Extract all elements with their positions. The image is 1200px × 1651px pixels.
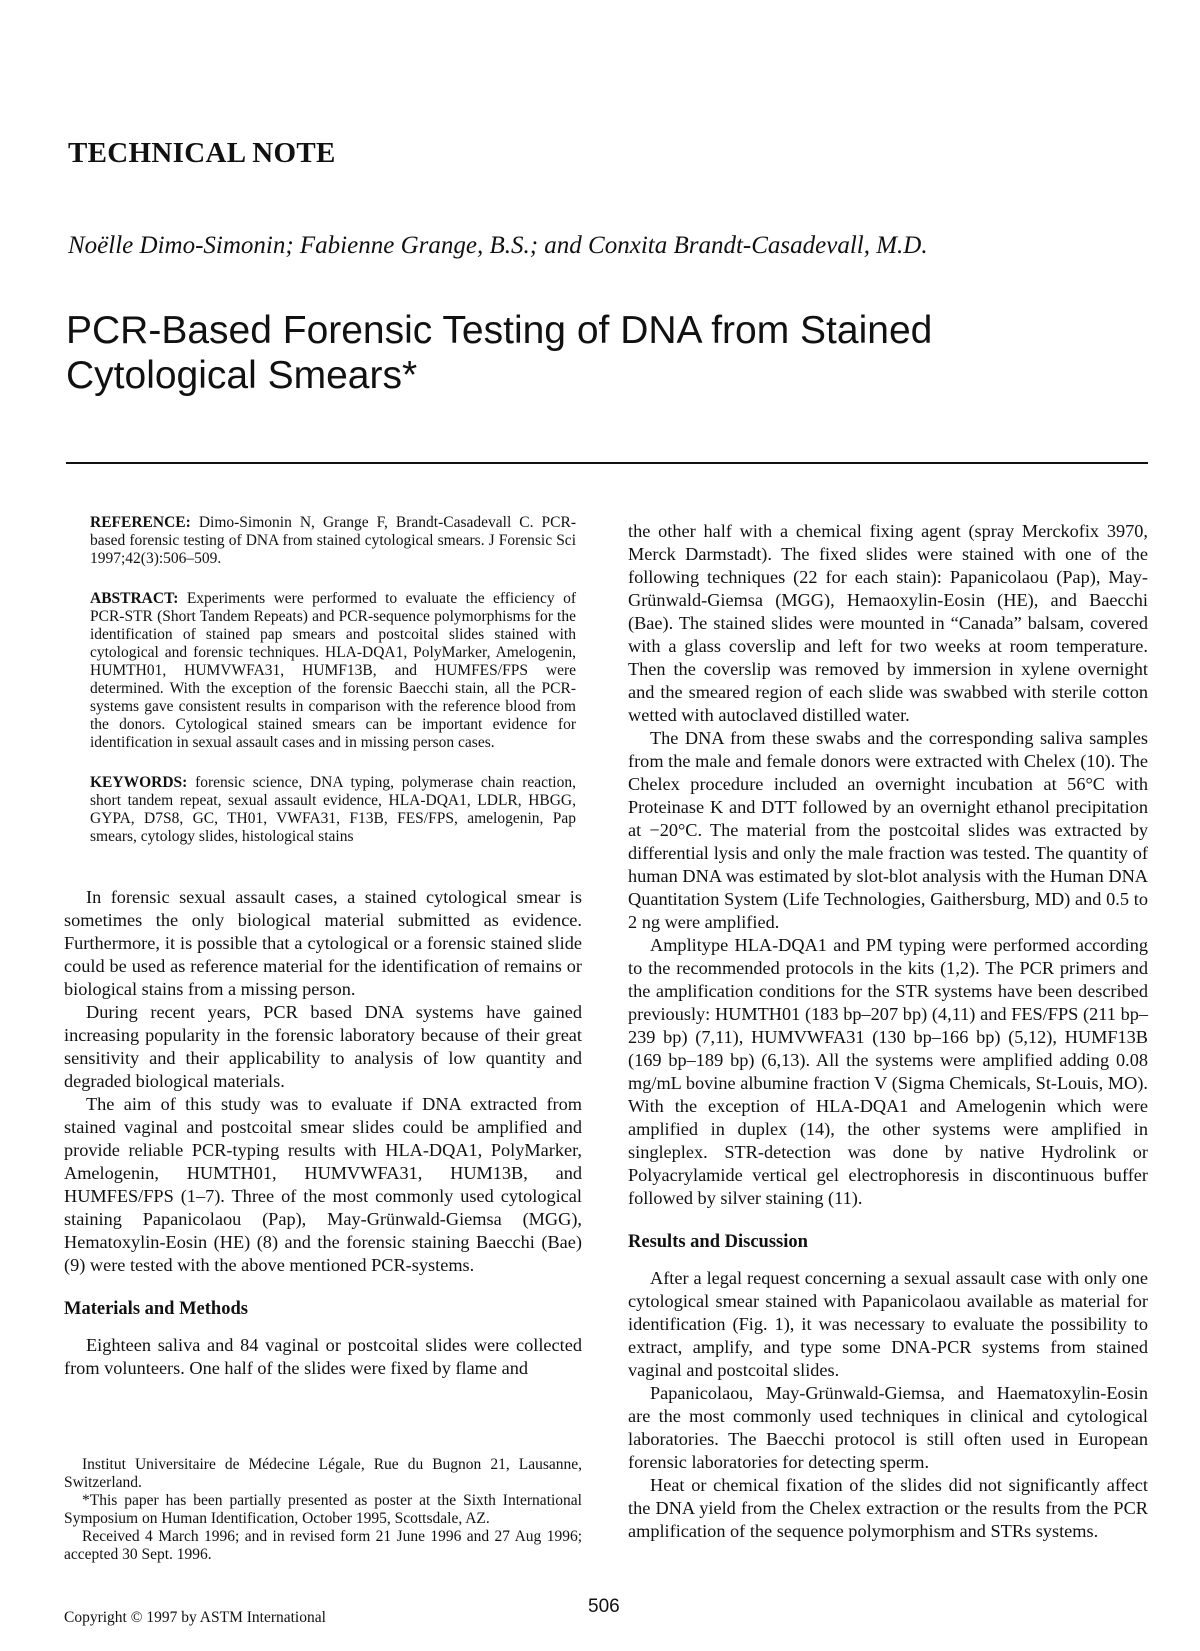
title-line-2: Cytological Smears*	[66, 354, 418, 397]
reference-text: Dimo-Simonin N, Grange F, Brandt-Casadevall C. PCR-based forensic testing of DNA from stained cytological smears. J Forensic Sci 1997;42(3):506–509.	[90, 514, 577, 567]
footnotes	[64, 1456, 582, 1564]
intro-paragraph-3: The aim of this study was to evaluate if DNA extracted from stained vaginal and postcoital smear slides could be amplified and provide reliable PCR-typing results with HLA-DQA1, PolyMarker, Amelogenin, HUMTH01, HUMVWFA31, HUM13B, and HUMFES/FPS (1–7). Three of the most commonly used cytological staining Papanicolaou (Pap), May-Grünwald-Giemsa (MGG), Hematoxylin-Eosin (HE) (8) and the forensic staining Baecchi (Bae) (9) were tested with the above mentioned PCR-systems.	[64, 1094, 582, 1275]
author-list: Noëlle Dimo-Simonin; Fabienne Grange, B.S.; and Conxita Brandt-Casadevall, M.D.	[68, 232, 928, 259]
results-paragraph-1: After a legal request concerning a sexual assault case with only one cytological smear stained with Papanicolaou available as material for identification (Fig. 1), it was necessary to evaluate the possibility to extract, amplify, and type some DNA-PCR systems from stained vaginal and postcoital slides.	[628, 1268, 1148, 1380]
methods-heading: Materials and Methods	[64, 1299, 248, 1319]
affiliation-footnote: Institut Universitaire de Médecine Légale, Rue du Bugnon 21, Lausanne, Switzerland.	[64, 1456, 582, 1491]
reference-block	[90, 514, 576, 568]
poster-footnote: *This paper has been partially presented as poster at the Sixth International Symposium on Human Identification, October 1995, Scottsdale, AZ.	[64, 1492, 582, 1527]
article-title	[66, 308, 1066, 398]
keywords-text: forensic science, DNA typing, polymerase chain reaction, short tandem repeat, sexual assault evidence, HLA-DQA1, LDLR, HBGG, GYPA, D7S8, GC, TH01, VWFA31, F13B, FES/FPS, amelogenin, Pap smears, cytology slides, histological stains	[90, 774, 576, 845]
left-column	[64, 514, 582, 1380]
copyright-notice: Copyright © 1997 by ASTM International	[64, 1609, 326, 1626]
section-label: TECHNICAL NOTE	[68, 137, 336, 169]
methods-paragraph-3: Amplitype HLA-DQA1 and PM typing were performed according to the recommended protocols in the kits (1,2). The PCR primers and the amplification conditions for the STR systems have been described previously: HUMTH01 (183 bp–207 bp) (4,11) and FES/FPS (211 bp–239 bp) (7,11), HUMVWFA31 (130 bp–166 bp) (5,12), HUMF13B (169 bp–189 bp) (6,13). All the systems were amplified adding 0.08 mg/mL bovine albumine fraction V (Sigma Chemicals, St-Louis, MO). With the exception of HLA-DQA1 and Amelogenin which were amplified in duplex (14), the other systems were amplified in singleplex. STR-detection was done by native Hydrolink or Polyacrylamide vertical gel electrophoresis in discontinuous buffer followed by silver staining (11).	[628, 935, 1148, 1208]
abstract-text: Experiments were performed to evaluate the efficiency of PCR-STR (Short Tandem Repeats) and PCR-sequence polymorphisms for the identification of stained pap smears and postcoital slides stained with cytological and forensic techniques. HLA-DQA1, PolyMarker, Amelogenin, HUMTH01, HUMVWFA31, HUMF13B, and HUMFES/FPS were determined. With the exception of the forensic Baecchi stain, all the PCR-systems gave consistent results in comparison with the reference blood from the donors. Cytological stained smears can be important evidence for identification in sexual assault cases and in missing person cases.	[90, 590, 576, 751]
received-footnote: Received 4 March 1996; and in revised form 21 June 1996 and 27 Aug 1996; accepted 30 Sept. 1996.	[64, 1528, 582, 1563]
results-paragraph-3: Heat or chemical fixation of the slides did not significantly affect the DNA yield from the Chelex extraction or the results from the PCR amplification of the sequence polymorphism and STRs systems.	[628, 1475, 1148, 1541]
intro-paragraph-1: In forensic sexual assault cases, a stained cytological smear is sometimes the only biological material submitted as evidence. Furthermore, it is possible that a cytological or a forensic stained slide could be used as reference material for the identification of remains or biological stains from a missing person.	[64, 887, 582, 999]
results-paragraph-2: Papanicolaou, May-Grünwald-Giemsa, and Haematoxylin-Eosin are the most commonly used techniques in clinical and cytological laboratories. The Baecchi protocol is still often used in European forensic laboratories for detecting sperm.	[628, 1383, 1148, 1472]
intro-paragraph-2: During recent years, PCR based DNA systems have gained increasing popularity in the forensic laboratory because of their great sensitivity and their applicability to analysis of low quantity and degraded biological materials.	[64, 1002, 582, 1091]
methods-paragraph-1-continued: the other half with a chemical fixing agent (spray Merckofix 3970, Merck Darmstadt). The fixed slides were stained with one of the following techniques (22 for each stain): Papanicolaou (Pap), May-Grünwald-Giemsa (MGG), Hemaoxylin-Eosin (HE), and Baecchi (Bae). The stained slides were mounted in “Canada” balsam, covered with a glass coverslip and left for two weeks at room temperature. Then the coverslip was removed by immersion in xylene overnight and the smeared region of each slide was swabbed with sterile cotton wetted with autoclaved distilled water.	[628, 521, 1148, 725]
keywords-label: KEYWORDS:	[90, 774, 188, 791]
results-heading: Results and Discussion	[628, 1232, 808, 1252]
reference-label: REFERENCE:	[90, 514, 191, 531]
abstract-block	[90, 590, 576, 752]
keywords-block	[90, 774, 576, 846]
methods-paragraph-1: Eighteen saliva and 84 vaginal or postcoital slides were collected from volunteers. One half of the slides were fixed by flame and	[64, 1335, 582, 1378]
front-matter	[90, 514, 576, 846]
right-column	[628, 520, 1148, 1543]
page-number: 506	[588, 1596, 620, 1617]
abstract-label: ABSTRACT:	[90, 590, 179, 607]
methods-paragraph-2: The DNA from these swabs and the corresponding saliva samples from the male and female donors were extracted with Chelex (10). The Chelex procedure included an overnight incubation at 56°C with Proteinase K and DTT followed by an overnight ethanol precipitation at −20°C. The material from the postcoital slides was extracted by differential lysis and only the male fraction was tested. The quantity of human DNA was estimated by slot-blot analysis with the Human DNA Quantitation System (Life Technologies, Gaithersburg, MD) and 0.5 to 2 ng were amplified.	[628, 728, 1148, 932]
title-divider	[66, 462, 1148, 464]
title-line-1: PCR-Based Forensic Testing of DNA from Stained	[66, 309, 933, 352]
